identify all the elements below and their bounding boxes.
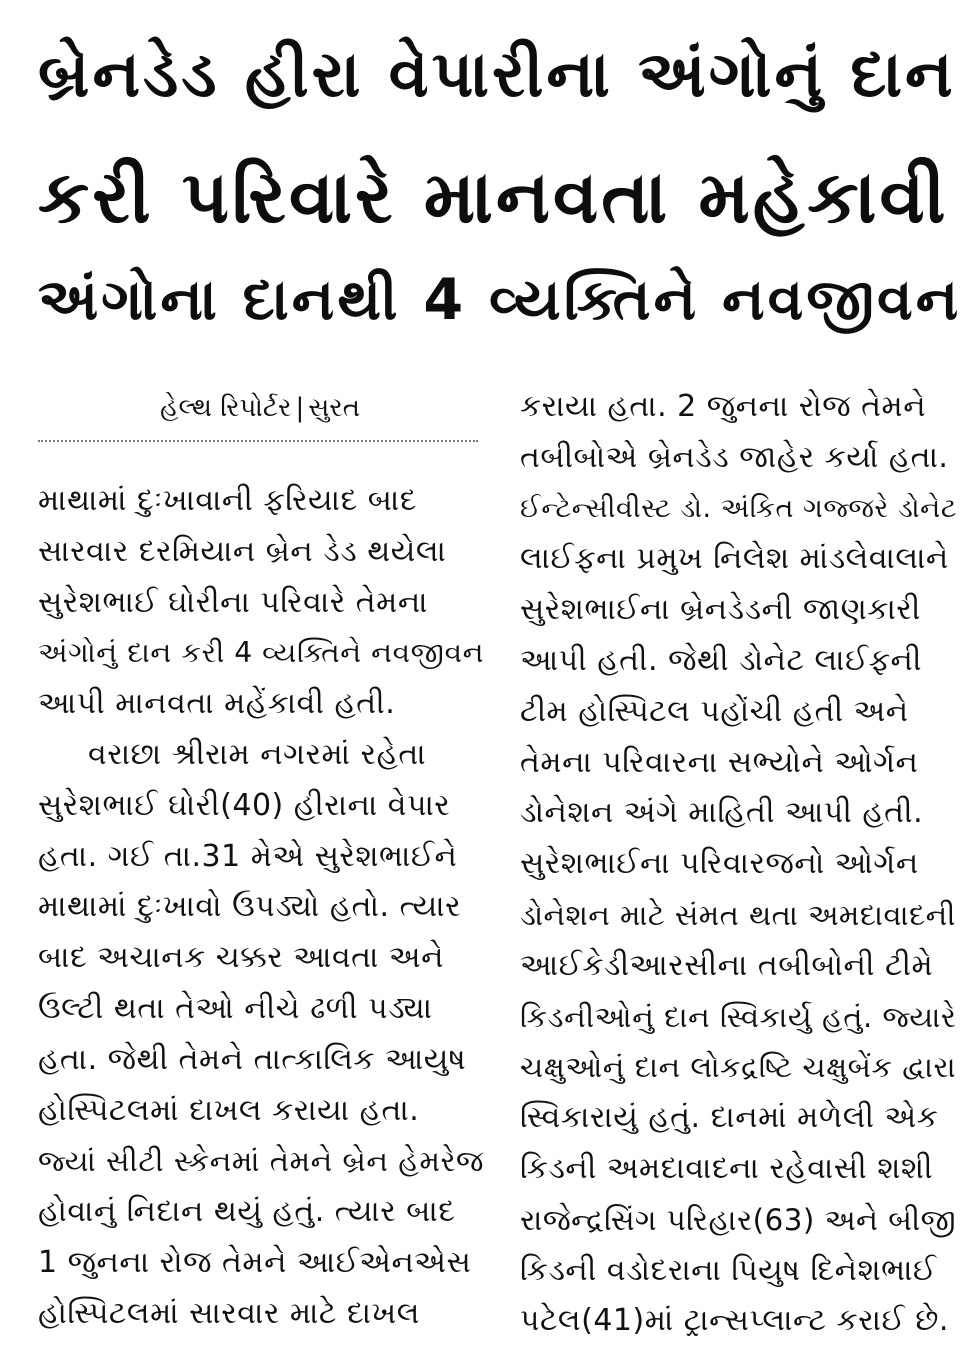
text-line: કરાયા હતા. 2 જુનના રોજ તેમને (520, 389, 927, 424)
byline (160, 388, 360, 428)
text-line: રાજેન્દ્રસિંગ પરિહાર(63) અને બીજી (520, 1202, 956, 1237)
text-line: હોસ્પિટલમાં સારવાર માટે દાખલ (38, 1295, 420, 1331)
text-line: અંગોનું દાન કરી 4 વ્યક્તિને નવજીવન (38, 636, 485, 670)
text-line: હોવાનું નિદાન થયું હતું. ત્યાર બાદ (38, 1194, 456, 1230)
text-line: ઉલ્ટી થતા તેઓ નીચે ઢળી પડ્યા (38, 990, 433, 1026)
text-line: કિડનીઓનું દાન સ્વિકાર્યુ હતું. જ્યારે (520, 999, 957, 1034)
text-line: ચક્ષુઓનું દાન લોકદ્રષ્ટિ ચક્ષુબેંક દ્વારા (520, 1050, 957, 1085)
text-line: હોસ્પિટલમાં દાખલ કરાયા હતા. (38, 1092, 420, 1128)
text-line: સુરેશભાઈના પરિવારજનો ઓર્ગન (520, 846, 919, 882)
text-line: સ્વિકારાયું હતું. દાનમાં મળેલી એક (520, 1100, 939, 1136)
text-line: ડોનેશન અંગે માહિતી આપી હતી. (520, 795, 924, 831)
byline-divider (38, 440, 478, 442)
text-line: આપી હતી. જેથી ડોનેટ લાઈફની (520, 642, 922, 678)
text-line: પટેલ(41)માં ટ્રાન્સપ્લાન્ટ કરાઈ છે. (520, 1303, 949, 1339)
text-line: હતા. ગઈ તા.31 મેએ સુરેશભાઈને (38, 838, 458, 874)
byline-separator: | (295, 393, 305, 423)
text-line: સારવાર દરમિયાન બ્રેન ડેડ થયેલા (38, 533, 447, 569)
article-column-left (38, 476, 484, 1340)
text-line: સુરેશભાઈ ઘોરીના પરિવારે તેમના (38, 584, 429, 620)
text-line: આપી માનવતા મહેંકાવી હતી. (38, 686, 396, 722)
headline-line-2: કરી પરિવારે માનવતા મહેકાવી (38, 156, 949, 240)
text-line: જ્યાં સીટી સ્કેનમાં તેમને બ્રેન હેમરેજ (38, 1144, 485, 1179)
text-line: માથામાં દુઃખાવાની ફરિયાદ બાદ (38, 483, 417, 518)
byline-reporter: હેલ્થ રિપોર્ટર (160, 393, 292, 423)
article-paragraph-2 (38, 730, 484, 1340)
text-line: માથામાં દુઃખાવો ઉપડ્યો હતો. ત્યાર (38, 889, 462, 925)
text-line: આઈકેડીઆરસીના તબીબોની ટીમે (520, 947, 934, 983)
article-paragraph-1 (38, 476, 484, 730)
text-line: તબીબોએ બ્રેનડેડ જાહેર કર્યા હતા. (520, 439, 949, 475)
headline-line-1: બ્રેનડેડ હીરા વેપારીના અંગોનું દાન (38, 38, 956, 112)
byline-city: સુરત (308, 393, 360, 423)
text-line: સુરેશભાઈના બ્રેનડેડની જાણકારી (520, 592, 921, 628)
text-line: કિડની વડોદરાના પિયુષ દિનેશભાઈ (520, 1252, 937, 1288)
text-line: હતા. જેથી તેમને તાત્કાલિક આયુષ (38, 1041, 467, 1077)
article-paragraph-continued (520, 382, 956, 1347)
text-line: તેમના પરિવારના સભ્યોને ઓર્ગન (520, 744, 919, 780)
subheadline: અંગોના દાનથી 4 વ્યક્તિને નવજીવન (38, 267, 962, 333)
text-line: ટીમ હોસ્પિટલ પહોંચી હતી અને (520, 693, 909, 729)
text-line: વરાછા શ્રીરામ નગરમાં રહેતા (88, 736, 427, 772)
text-line: 1 જુનના રોજ તેમને આઈએનએસ (38, 1244, 472, 1280)
article-column-right (520, 382, 956, 1347)
text-line: સુરેશભાઈ ઘોરી(40) હીરાના વેપાર (38, 787, 451, 823)
text-line: ડોનેશન માટે સંમત થતા અમદાવાદની (520, 897, 956, 932)
text-line: બાદ અચાનક ચક્કર આવતા અને (38, 940, 444, 976)
text-line: કિડની અમદાવાદના રહેવાસી શશી (520, 1150, 934, 1186)
text-line: ઈન્ટેન્સીવીસ્ટ ડો. અંકિત ગજ્જરે ડોનેટ (520, 492, 958, 524)
text-line: લાઈફના પ્રમુખ નિલેશ માંડલેવાલાને (520, 541, 949, 577)
